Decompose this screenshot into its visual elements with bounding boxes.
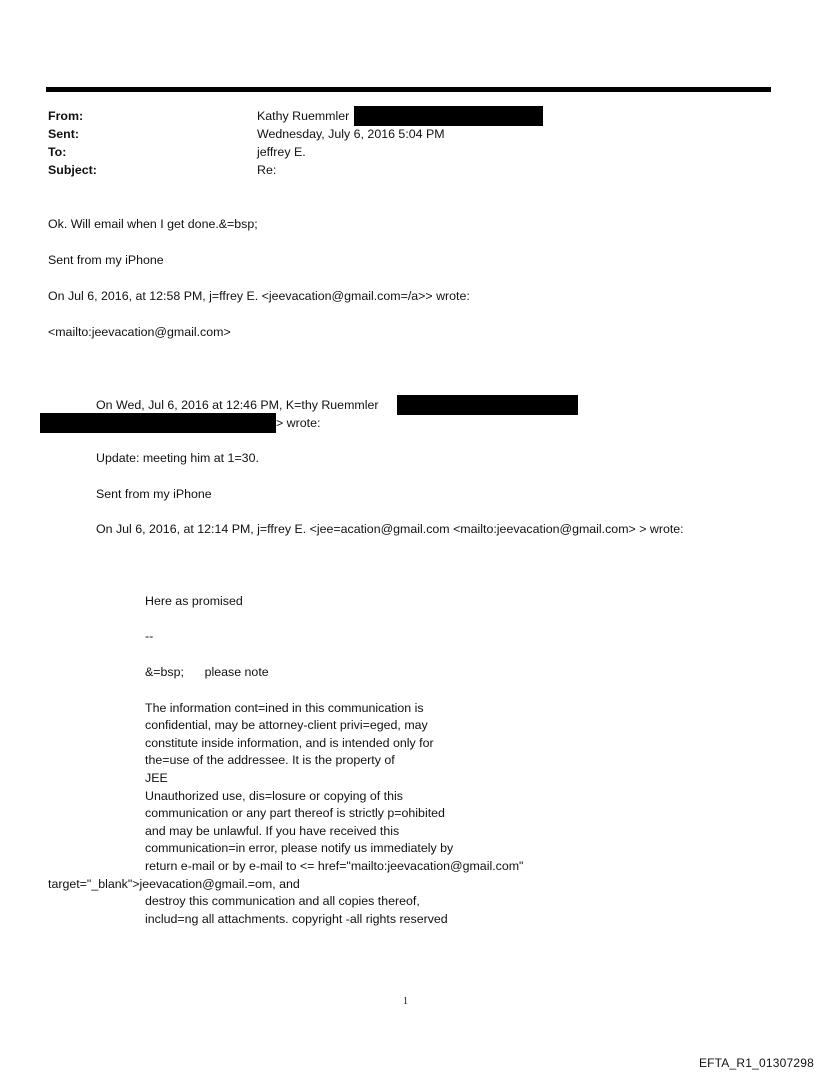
from-value: Kathy Ruemmler — [257, 109, 350, 123]
redaction-block — [40, 413, 276, 433]
from-label: From: — [48, 109, 84, 123]
body-line: <mailto:jeevacation@gmail.com> — [48, 325, 231, 339]
to-value: jeffrey E. — [257, 145, 306, 159]
body-line: Sent from my iPhone — [48, 253, 164, 267]
redaction-block — [397, 395, 578, 415]
disclaimer-line: target="_blank">jeevacation@gmail.=om, and — [48, 877, 300, 891]
body-line: Ok. Will email when I get done.&=bsp; — [48, 217, 258, 231]
quote-line: &=bsp; please note — [145, 665, 269, 679]
disclaimer-line: constitute inside information, and is intended only for — [145, 736, 434, 750]
disclaimer-line: and may be unlawful. If you have received this — [145, 824, 400, 838]
disclaimer-line: Unauthorized use, dis=losure or copying of this — [145, 789, 403, 803]
header-rule — [46, 87, 771, 92]
disclaimer-line: communication=in error, please notify us immediately by — [145, 841, 454, 855]
quote-line: Update: meeting him at 1=30. — [96, 451, 259, 465]
subject-value: Re: — [257, 163, 277, 177]
sent-label: Sent: — [48, 127, 79, 141]
document-id: EFTA_R1_01307298 — [698, 1056, 814, 1070]
redaction-block — [354, 106, 543, 126]
disclaimer-line: The information cont=ined in this communication is — [145, 701, 424, 715]
disclaimer-line: return e-mail or by e-mail to <= href="mailto:jeevacation@gmail.com" — [145, 859, 524, 873]
disclaimer-line: includ=ng all attachments. copyright -all rights reserved — [145, 912, 448, 926]
to-label: To: — [48, 145, 67, 159]
disclaimer-line: JEE — [145, 771, 168, 785]
quote-line: On Jul 6, 2016, at 12:14 PM, j=ffrey E. <jee=acation@gmail.com <mailto:jeevacation@gmail.com> > wrote: — [96, 522, 684, 536]
subject-label: Subject: — [48, 163, 97, 177]
quote-line: -- — [145, 629, 154, 643]
disclaimer-line: destroy this communication and all copies thereof, — [145, 894, 420, 908]
quote-line: On Wed, Jul 6, 2016 at 12:46 PM, K=thy Ruemmler — [96, 398, 379, 412]
page-number: 1 — [403, 996, 408, 1007]
disclaimer-line: the=use of the addressee. It is the property of — [145, 753, 395, 767]
disclaimer-line: communication or any part thereof is strictly p=ohibited — [145, 806, 445, 820]
body-line: On Jul 6, 2016, at 12:58 PM, j=ffrey E. <jeevacation@gmail.com=/a>> wrote: — [48, 289, 470, 303]
quote-line: Here as promised — [145, 594, 243, 608]
sent-value: Wednesday, July 6, 2016 5:04 PM — [257, 127, 445, 141]
disclaimer-line: confidential, may be attorney-client privi=eged, may — [145, 718, 428, 732]
quote-line: > wrote: — [276, 416, 321, 430]
quote-line: Sent from my iPhone — [96, 487, 212, 501]
